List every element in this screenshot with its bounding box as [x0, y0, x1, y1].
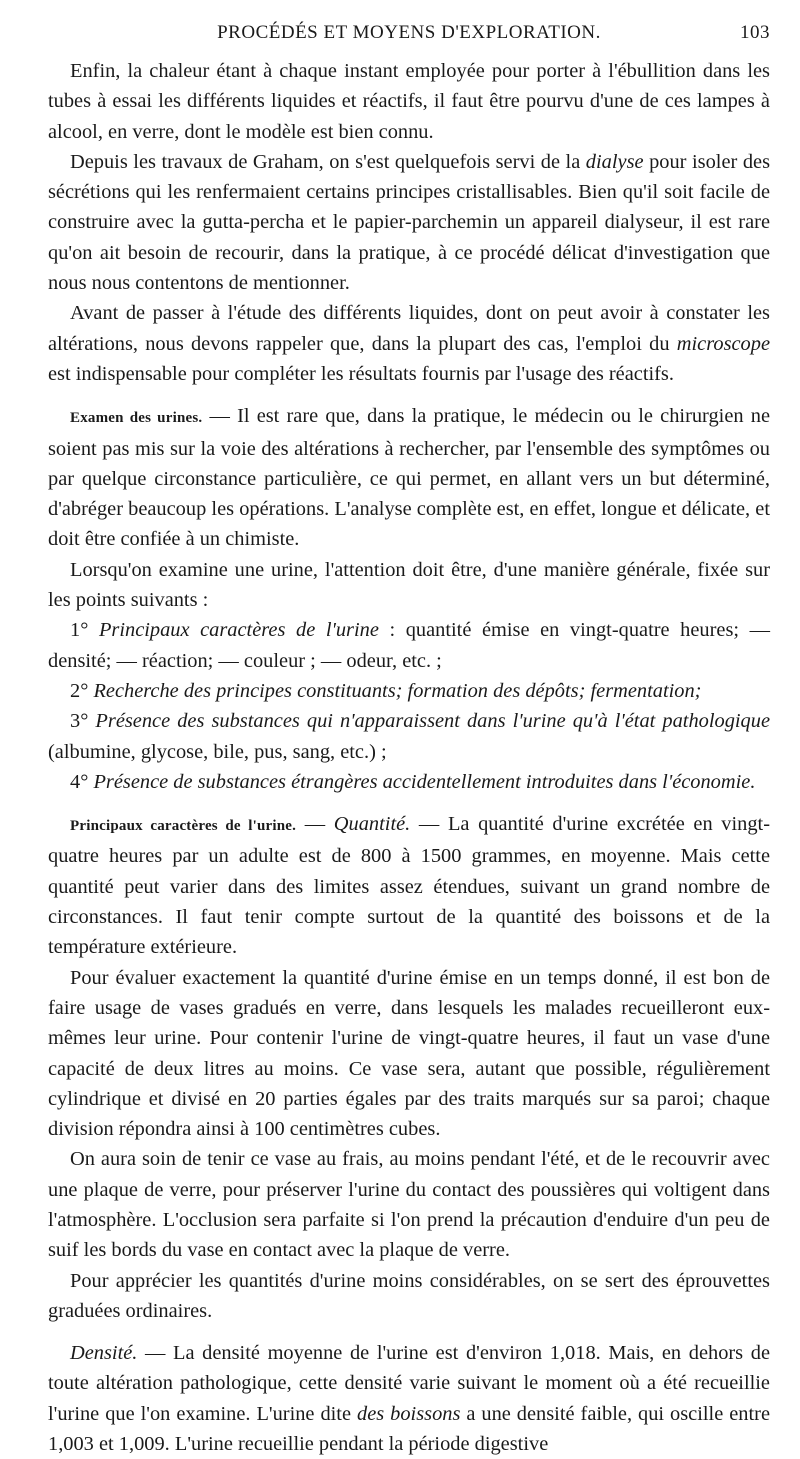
paragraph-text: — La densité moyenne de l'urine est d'environ 1,018. Mais, en dehors de toute altération pathologique, cette densité varie suivant le moment où a été recueillie l'urine que l'on examine. L'urine dite [48, 1342, 770, 1425]
book-page [48, 22, 770, 1459]
paragraph-text: On aura soin de tenir ce vase au frais, au moins pendant l'été, et de le recouvrir avec une plaque de verre, pour préserver l'urine du contact des poussières qui voltigent dans l'atmosphère. L'occlusion sera parfaite si l'on prend la précaution d'enduire d'un peu de suif les bords du vase en contact avec la plaque de verre. [48, 1148, 770, 1262]
paragraph-text: pour isoler des sécrétions qui les renfermaient certains principes cristallisables. Bien qu'il soit facile de construire avec la gutta-percha et le papier-parchemin un appareil dialyseur, il est rare qu'on ait besoin de recourir, dans la pratique, à ce procédé délicat d'investigation que nous nous contentons de mentionner. [48, 150, 771, 295]
paragraph-conservation [48, 1144, 770, 1265]
body-text [48, 56, 770, 1459]
paragraph-lamps [48, 56, 770, 147]
item-number: 4° [70, 770, 94, 793]
italic-term: Densité. [70, 1342, 138, 1365]
paragraph-text: Pour apprécier les quantités d'urine moins considérables, on se sert des éprouvettes graduées ordinaires. [48, 1269, 770, 1322]
italic-term: Présence de substances étrangères accidentellement introduites dans l'économie. [93, 770, 756, 793]
section-principaux-caracteres [48, 809, 770, 962]
paragraph-text: est indispensable pour compléter les résultats fournis par l'usage des réactifs. [48, 362, 674, 385]
paragraph-dialyse [48, 147, 770, 298]
paragraph-text: (albumine, glycose, bile, pus, sang, etc.) ; [48, 740, 387, 763]
list-item [48, 767, 770, 797]
paragraph-text: — Il est rare que, dans la pratique, le médecin ou le chirurgien ne soient pas mis sur la voie des altérations à rechercher, par l'ensemble des symptômes ou par quelque circonstance particulière, ce qui permet, en allant vers un but déterminé, d'abréger beaucoup les opérations. L'analyse complète est, en effet, longue et délicate, et doit être confiée à un chimiste. [48, 405, 770, 551]
paragraph-text: — La quantité d'urine excrétée en vingt-quatre heures par un adulte est de 800 à 1500 grammes, en moyenne. Mais cette quantité peut varier dans des limites assez étendues, suivant un grand nombre de circonstances. Il faut tenir compte surtout de la quantité des boissons et de la température extérieure. [48, 813, 770, 959]
italic-term: Présence des substances qui n'apparaissent dans l'urine qu'à l'état pathologique [95, 710, 770, 733]
list-item [48, 615, 770, 676]
italic-term: des boissons [357, 1402, 461, 1425]
list-item [48, 706, 770, 767]
list-item [48, 676, 770, 706]
item-number: 2° [70, 679, 94, 702]
paragraph-vases-gradues [48, 963, 770, 1145]
page-number: 103 [740, 22, 770, 43]
paragraph-eprouvettes [48, 1266, 770, 1327]
paragraph-densite [48, 1338, 770, 1459]
italic-term: Principaux caractères de l'urine [98, 619, 379, 642]
paragraph-text: Depuis les travaux de Graham, on s'est quelquefois servi de la [70, 150, 586, 173]
italic-term: microscope [676, 332, 770, 355]
section-heading: Examen des urines. [70, 410, 203, 427]
paragraph-text: Lorsqu'on examine une urine, l'attention doit être, d'une manière générale, fixée sur les points suivants : [48, 558, 770, 612]
section-examen-urines [48, 401, 770, 554]
italic-term: Quantité. [333, 813, 411, 836]
paragraph-points [48, 555, 770, 616]
section-gap [48, 797, 770, 809]
running-head [48, 22, 770, 48]
item-number: 3° [70, 710, 96, 733]
paragraph-text: a une densité faible, qui oscille entre 1,003 et 1,009. L'urine recueillie pendant la période digestive [48, 1402, 770, 1456]
paragraph-microscope [48, 298, 770, 389]
section-heading: Principaux caractères de l'urine. [70, 818, 297, 835]
running-title: PROCÉDÉS ET MOYENS D'EXPLORATION. [217, 22, 601, 43]
paragraph-text: Avant de passer à l'étude des différents liquides, dont on peut avoir à constater les altérations, nous devons rappeler que, dans la plupart des cas, l'emploi du [48, 302, 770, 355]
item-number: 1° [70, 619, 99, 642]
italic-term: dialyse [585, 150, 644, 173]
paragraph-text: : quantité émise en vingt-quatre heures; — densité; — réaction; — couleur ; — odeur, etc. ; [48, 619, 771, 672]
section-gap [48, 1326, 770, 1338]
section-gap [48, 389, 770, 401]
italic-term: Recherche des principes constituants; formation des dépôts; fermentation; [93, 679, 702, 702]
paragraph-text: Enfin, la chaleur étant à chaque instant employée pour porter à l'ébullition dans les tubes à essai les différents liquides et réactifs, il faut être pourvu d'une de ces lampes à alcool, en verre, dont le modèle est bien connu. [48, 60, 770, 143]
dash-separator: — [296, 813, 334, 836]
paragraph-text: Pour évaluer exactement la quantité d'urine émise en un temps donné, il est bon de faire usage de vases gradués en verre, dans lesquels les malades recueilleront eux-mêmes leur urine. Pour contenir l'urine de vingt-quatre heures, il faut un vase d'une capacité de deux litres au moins. Ce vase sera, autant que possible, régulièrement cylindrique et divisé en 20 parties égales par des traits marqués sur sa paroi; chaque division répondra ainsi à 100 centimètres cubes. [48, 966, 770, 1141]
